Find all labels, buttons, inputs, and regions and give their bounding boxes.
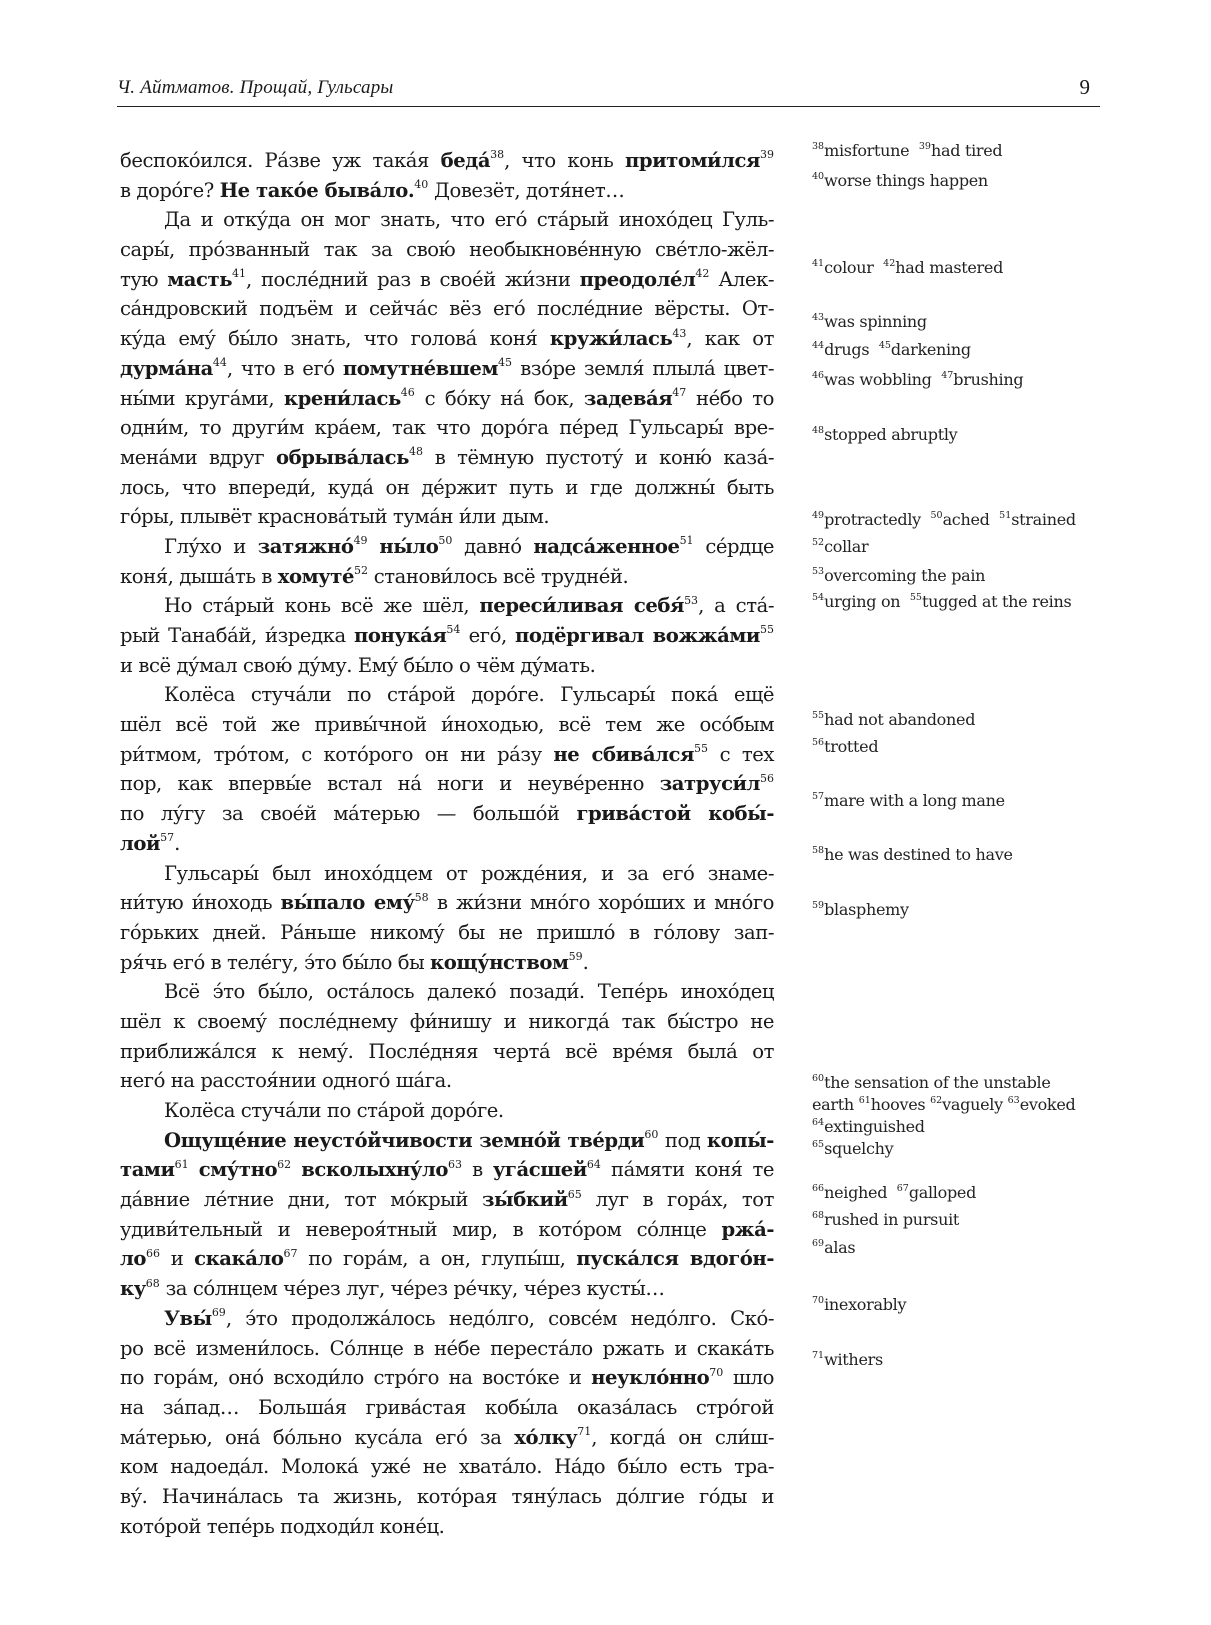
text-line: ри́тмом, тро́том, с кото́рого он ни ра́зу не сбива́лся$^{55}$ с тех xyxy=(120,742,774,766)
text-line: Колёса стуча́ли по ста́рой доро́ге. xyxy=(164,1099,504,1122)
glossary-note: $^{54}$urging on $^{55}$tugged at the reins xyxy=(812,591,1072,611)
glossary-note: $^{69}$alas xyxy=(812,1237,856,1257)
text-line: са́ндровский подъём и сейча́с вёз его́ после́дние вёрсты. От- xyxy=(120,297,774,321)
text-line: и всё ду́мал свою́ ду́му. Ему́ бы́ло о чём ду́мать. xyxy=(120,653,596,677)
glossary-note: $^{44}$drugs $^{45}$darkening xyxy=(812,339,971,359)
glossary-note: $^{48}$stopped abruptly xyxy=(812,424,958,444)
glossary-note: $^{70}$inexorably xyxy=(812,1294,907,1314)
running-header xyxy=(117,72,1100,107)
text-line: в доро́ге? Не тако́е быва́ло.$^{40}$ Довезёт, дотя́нет… xyxy=(120,178,625,202)
text-line: Ощуще́ние неусто́йчивости земно́й тве́рди$^{60}$ под копы́- xyxy=(164,1128,774,1152)
glossary-note: $^{52}$collar xyxy=(812,536,869,556)
text-line: беспоко́ился. Ра́зве уж така́я беда́$^{38}$, что конь притоми́лся$^{39}$ xyxy=(120,148,774,172)
text-line: Да и отку́да он мог знать, что его́ ста́рый инохо́дец Гуль- xyxy=(164,208,774,232)
glossary-note: $^{55}$had not abandoned xyxy=(812,709,976,729)
glossary-note: $^{46}$was wobbling $^{47}$brushing xyxy=(812,369,1024,389)
glossary-note: $^{59}$blasphemy xyxy=(812,899,909,919)
glossary-note: $^{66}$neighed $^{67}$galloped xyxy=(812,1182,977,1202)
glossary-note: $^{56}$trotted xyxy=(812,736,879,756)
glossary-note: $^{43}$was spinning xyxy=(812,311,927,331)
glossary-note: $^{68}$rushed in pursuit xyxy=(812,1209,960,1229)
running-title: Ч. Айтматов. Прощай, Гульсары xyxy=(117,77,394,98)
text-line: по лу́гу за свое́й ма́терью — большо́й грива́стой кобы́- xyxy=(120,802,775,826)
text-line: по гора́м, оно́ всходи́ло стро́го на восто́ке и неукло́нно$^{70}$ шло xyxy=(120,1365,774,1390)
glossary-note: $^{60}$the sensation of the unstable xyxy=(812,1072,1051,1092)
glossary-note: $^{38}$misfortune $^{39}$had tired xyxy=(812,140,1003,160)
text-line: шёл всё той же привы́чной и́ноходью, всё тем же осо́бым xyxy=(120,713,774,737)
main-text xyxy=(120,146,774,1541)
text-line: тами$^{61}$ сму́тно$^{62}$ $всколыхну́ло^{63}$ в уга́сшей$^{64}$ па́мяти коня́ те xyxy=(120,1157,775,1182)
text-line: Всё э́то бы́ло, оста́лось далеко́ позади́. Тепе́рь инохо́дец xyxy=(164,980,774,1004)
page-number: 9 xyxy=(1079,75,1090,99)
text-line: него́ на расстоя́нии одного́ ша́га. xyxy=(120,1069,452,1093)
text-line: ма́терью, она́ бо́льно куса́ла его́ за хо́лку$^{71}$, когда́ он сли́ш- xyxy=(120,1425,774,1449)
text-line: Но ста́рый конь всё же шёл, переси́ливая себя́$^{53}$, а ста́- xyxy=(164,593,774,618)
text-line: кото́рой тепе́рь подходи́л коне́ц. xyxy=(120,1514,445,1538)
glossary-note: $^{41}$colour $^{42}$had mastered xyxy=(812,257,1004,277)
glossary-note: $^{49}$protractedly $^{50}$ached $^{51}$strained xyxy=(812,509,1076,529)
text-line: $дурма́на^{44}$, что в его́ помутне́вшем$^{45}$ взо́ре земля́ плыла́ цвет- xyxy=(120,356,774,380)
glossary-note: $^{57}$mare with a long mane xyxy=(812,790,1005,810)
text-line: одни́м, то други́м кра́ем, так что доро́га пе́ред Гульсары́ вре- xyxy=(120,416,774,440)
text-line: ву́. Начина́лась та жизнь, кото́рая тяну́лась до́лгие го́ды и xyxy=(120,1484,774,1508)
text-line: на за́пад… Больша́я грива́стая кобы́ла оказа́лась стро́гой xyxy=(120,1395,774,1419)
text-line: лось, что впереди́, куда́ он де́ржит путь и где должны́ быть xyxy=(120,475,774,499)
text-line: ны́ми круга́ми, крени́лась$^{46}$ с бо́ку на́ бок, $задева́я^{47}$ не́бо то xyxy=(120,385,775,410)
text-line: пор, как впервы́е встал на́ ноги и неуве́ренно $затруси́л^{56}$ xyxy=(120,771,774,796)
text-line: го́ры, плывёт краснова́тый тума́н и́ли дым. xyxy=(120,505,550,529)
glossary-note: $^{53}$overcoming the pain xyxy=(812,565,986,585)
text-line: ро всё измени́лось. Со́лнце в не́бе переста́ло ржать и скака́ть xyxy=(120,1336,774,1360)
text-line: приближа́лся к нему́. После́дняя черта́ всё вре́мя была́ от xyxy=(120,1039,774,1063)
text-line: рый Танаба́й, и́зредка $понука́я^{54}$ его́, подёргивал $вожжа́ми^{55}$ xyxy=(120,623,774,647)
glossary-note: $^{64}$extinguished xyxy=(812,1116,925,1136)
text-line: ку́да ему́ бы́ло знать, что голова́ коня́ кружи́лась$^{43}$, как от xyxy=(120,326,774,351)
glossary-note: earth $^{61}$hooves $^{62}$vaguely $^{63}$evoked xyxy=(812,1094,1076,1114)
text-line: удиви́тельный и невероя́тный мир, в кото́ром со́лнце ржа́- xyxy=(120,1217,774,1241)
text-line: Глу́хо и затяжно́$^{49}$ $ны́ло^{50}$ давно́ надса́женное$^{51}$ се́рдце xyxy=(164,534,774,558)
text-line: мена́ми вдруг обрыва́лась$^{48}$ в тёмную пустоту́ и коню́ каза́- xyxy=(120,445,774,469)
text-line: тую масть$^{41}$, после́дний раз в свое́й жи́зни $преодоле́л^{42}$ Алек- xyxy=(120,267,774,291)
text-line: ря́чь его́ в теле́гу, э́то бы́ло бы кощу́нством$^{59}$. xyxy=(120,950,589,974)
glossary-note: $^{65}$squelchy xyxy=(812,1138,894,1158)
text-line: $ло^{66}$ и $скака́ло^{67}$ по гора́м, а он, глупы́ш, пуска́лся вдого́н- xyxy=(120,1246,774,1271)
text-line: коня́, дыша́ть в хомуте́$^{52}$ станови́лось всё трудне́й. xyxy=(120,564,629,588)
text-line: Гульсары́ был инохо́дцем от рожде́ния, и за его́ знаме- xyxy=(164,861,774,885)
text-line: $ку^{68}$ за со́лнцем че́рез луг, че́рез ре́чку, че́рез кусты́… xyxy=(120,1276,665,1301)
text-line: ком надоеда́л. Молока́ уже́ не хвата́ло. На́до бы́ло есть тра- xyxy=(120,1455,774,1479)
text-line: Колёса стуча́ли по ста́рой доро́ге. Гульсары́ пока́ ещё xyxy=(164,683,774,707)
text-line: Увы́$^{69}$, э́то продолжа́лось недо́лго, совсе́м недо́лго. Ско́- xyxy=(164,1306,774,1330)
text-line: лой$^{57}$. xyxy=(120,831,180,855)
text-line: сары́, про́званный так за свою́ необыкнове́нную све́тло-жёл- xyxy=(120,238,774,262)
glossary-note: $^{71}$withers xyxy=(812,1349,883,1369)
glossary-note: $^{58}$he was destined to have xyxy=(812,844,1013,864)
glossary-note: $^{40}$worse things happen xyxy=(812,170,988,190)
text-line: шёл к своему́ после́днему фи́нишу и никогда́ так бы́стро не xyxy=(120,1009,774,1033)
text-line: го́рьких дней. Ра́ньше никому́ бы не пришло́ в го́лову зап- xyxy=(120,920,774,944)
text-line: да́вние ле́тние дни, тот мо́крый зы́бкий$^{65}$ луг в гора́х, тот xyxy=(120,1187,774,1212)
text-line: ни́тую и́ноходь вы́пало ему́$^{58}$ в жи́зни мно́го хоро́ших и мно́го xyxy=(120,890,774,915)
